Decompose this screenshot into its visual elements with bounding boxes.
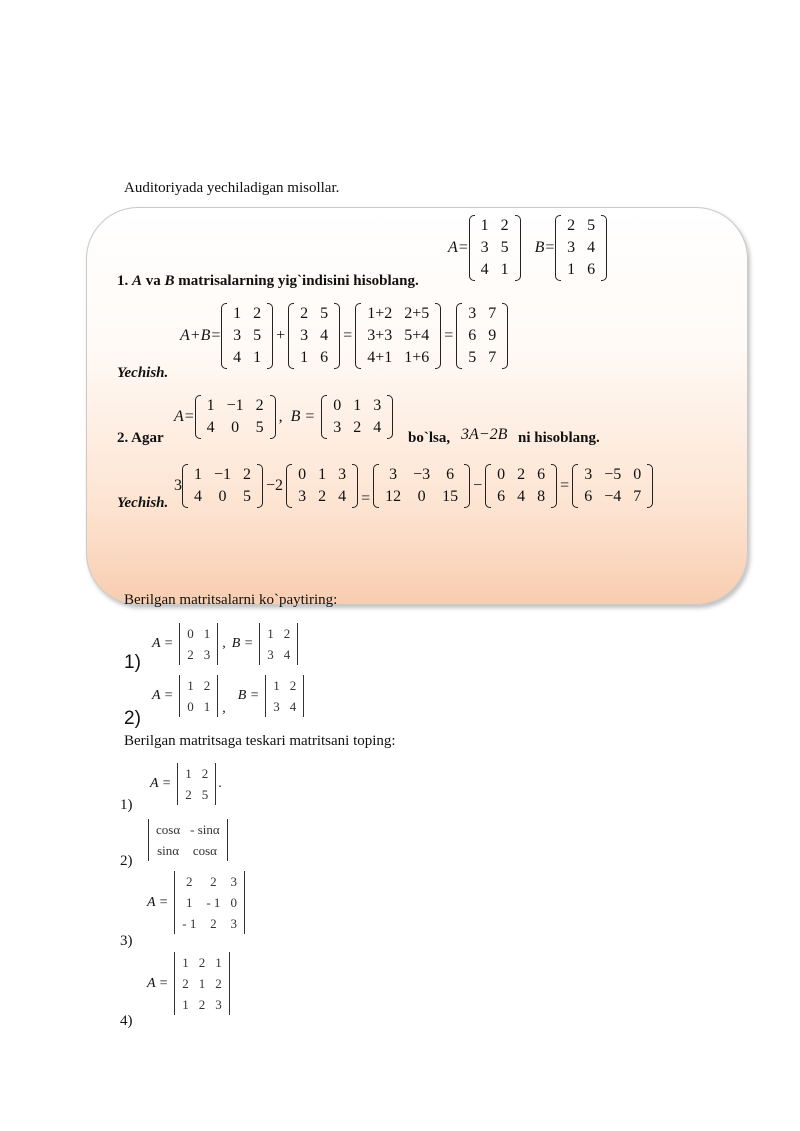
matrix-cell: 1 [186,895,193,910]
matrix-cell: cosα [156,822,181,837]
right-bracket [244,871,245,934]
matrix-cell: 3 [203,647,211,662]
matrix-cell: 4 [289,699,297,714]
left-bracket [179,675,180,717]
equals-sign: = [343,327,353,344]
matrix-cell: 4 [517,488,526,505]
matrix-cell: 3 [389,466,398,483]
matrix-cell: 7 [488,305,497,322]
matrix-row [177,871,242,892]
matrix-cell: 0 [187,699,194,714]
matrix-cell: 3 [373,397,382,414]
matrix-cell: 1 [267,626,274,641]
matrix-cell: 2 [185,787,192,802]
matrix-cell: 1 [198,976,206,991]
matrix-cell: 0 [333,397,342,414]
matrix-row [462,325,502,347]
matrix-cell: 5+4 [404,327,430,344]
matrix-row [182,644,215,665]
left-bracket [177,763,178,805]
matrix-cell: 3 [298,488,307,505]
problem-2-given-matrices [174,395,393,439]
matrix-grid [262,623,295,665]
left-bracket [174,952,175,1015]
matrix-cell: 4 [320,327,329,344]
matrix-row [177,913,242,934]
matrix-cell: 3 [267,647,274,662]
matrix-row [188,464,257,486]
sum-term-b [288,303,340,369]
matrix-grid [462,303,502,369]
right-bracket [334,303,340,369]
matrix-cell: 2 [215,976,222,991]
matrix-cell: 1 [353,397,362,414]
matrix-grid [491,464,551,508]
matrix-cell: 3 [338,466,347,483]
right-bracket [464,464,470,508]
matrix-cell: 5 [468,349,477,366]
matrix-row [292,486,352,508]
sum-result [456,303,508,369]
matrix-cell: 5 [255,419,264,436]
matrix-a [172,952,232,1015]
left-bracket [259,623,260,665]
matrix-cell: 3 [273,699,280,714]
matrix-cell: 1 [182,955,189,970]
matrix-cell: 3 [333,419,342,436]
matrix-cell: 5 [587,217,596,234]
matrix-cell: 3 [215,997,222,1012]
comma: , [222,636,226,651]
matrix-grid [268,675,301,717]
right-bracket [229,952,230,1015]
matrix-cell: 3 [300,327,309,344]
matrix-cell: 2 [255,397,264,414]
solution-1-label: Yechish. [117,365,169,381]
trailing-dot: . [218,776,222,791]
matrix-cell: 2 [353,419,362,436]
matrix-cell: 5 [201,787,209,802]
matrix-b-label: B= [534,239,556,256]
matrix-row [227,347,267,369]
matrix-row [292,464,352,486]
matrix-row [182,623,215,644]
problem-2-suffix: ni hisoblang. [518,430,600,446]
matrix-cell: 1 [233,305,242,322]
coefficient-minus-2: −2 [266,477,284,494]
matrix-cell: 0 [298,466,307,483]
two-b-matrix [485,464,557,508]
matrix-row [462,303,502,325]
matrix-cell: 1 [215,955,222,970]
right-bracket [551,464,557,508]
matrix-a [177,623,220,665]
matrix-cell: 5 [320,305,329,322]
inverse-item-2-number: 2) [120,853,133,869]
matrix-a-label: A = [152,688,174,703]
matrix-b [555,215,607,281]
matrix-cell: 0 [218,488,227,505]
matrix-row [294,347,334,369]
matrix-a-letter: A [132,273,143,289]
matrix-cell: 2 [198,955,206,970]
matrix-cell: sinα [157,843,180,858]
matrix-cell: 3 [480,239,489,256]
matrix-cell: 1 [318,466,327,483]
matrix-row [201,417,270,439]
matrix-cell: 2 [182,976,189,991]
matrix-row [151,819,225,840]
right-bracket [515,215,521,281]
matrix-cell: 1 [182,997,189,1012]
inverse-item-4 [147,952,232,1015]
comma: , [278,408,283,425]
matrix-cell: 1 [194,466,202,483]
matrix-row [201,395,270,417]
matrix-cell: 15 [442,488,459,505]
matrix-cell: 2 [201,766,209,781]
matrix-row [491,464,551,486]
matrix-cell: 1+2 [367,305,393,322]
right-bracket [267,303,273,369]
matrix-cell: - 1 [182,916,197,931]
left-bracket [174,871,175,934]
matrix-cell: 5 [253,327,262,344]
matrix-row [151,840,225,861]
matrix-cell: 4 [480,261,489,278]
right-bracket [217,623,218,665]
matrix-a [172,871,247,934]
matrix-cell: 1 [480,217,489,234]
result-matrix [572,464,653,508]
left-bracket [265,675,266,717]
matrix-cell: 4 [587,239,596,256]
right-bracket [297,623,298,665]
matrix-row [294,325,334,347]
multiply-item-1-number: 1) [124,652,141,673]
matrix-cell: 4 [233,349,242,366]
matrix-cell: 2 [210,916,217,931]
matrix-cell: 2 [243,466,252,483]
solution-2-label: Yechish. [117,495,169,511]
matrix-cell: 9 [488,327,497,344]
matrix-grid [177,952,227,1015]
solution-1-expression [180,303,508,369]
matrix-row [182,696,215,717]
matrix-cell: 6 [584,488,593,505]
matrix-grid [361,303,435,369]
matrix-cell: 5 [500,239,509,256]
matrix-cell: 2 [500,217,509,234]
matrix-cell: 2 [198,997,206,1012]
matrix-cell: −3 [413,466,431,483]
problem-1-text-middle: va [145,273,161,289]
inverse-item-4-number: 4) [120,1013,133,1029]
matrix-row [262,623,295,644]
matrix-cell: 3 [468,305,477,322]
matrix-cell: −1 [226,397,244,414]
equals-sign: = [361,490,371,507]
matrix-cell: cosα [192,843,217,858]
matrix-row [561,237,601,259]
matrix-cell: 1 [187,678,194,693]
matrix-row [561,215,601,237]
problem-1-number: 1. [117,273,129,289]
matrix-cell: 1+6 [404,349,430,366]
matrix-cell: 4 [194,488,202,505]
matrix-cell: 0 [417,488,426,505]
rotation-matrix [146,819,230,861]
problem-2-middle-text: bo`lsa, [408,430,451,446]
matrix-row [578,486,647,508]
inverse-section-title: Berilgan matritsaga teskari matritsani toping: [124,733,396,749]
matrix-cell: 2 [186,874,193,889]
inverse-item-2 [146,819,230,861]
right-bracket [257,464,263,508]
matrix-row [491,486,551,508]
matrix-row [177,952,227,973]
matrix-row [268,675,301,696]
matrix-a-label: A= [448,239,469,256]
matrix-cell: 1 [567,261,576,278]
inverse-item-1 [150,763,222,805]
multiply-item-1 [152,623,300,665]
matrix-grid [227,303,267,369]
matrix-cell: 3 [233,327,242,344]
right-bracket [227,819,228,861]
right-bracket [352,464,358,508]
matrix-row [475,237,515,259]
matrix-cell: 1 [253,349,262,366]
matrix-cell: 1 [206,397,215,414]
matrix-grid [327,395,387,439]
matrix-cell: 1 [500,261,509,278]
matrix-cell: 3 [230,916,237,931]
matrix-cell: 4 [373,419,382,436]
multiply-item-2 [152,675,306,717]
matrix-row [188,486,257,508]
left-bracket [148,819,149,861]
matrix-row [361,325,435,347]
equals-sign: = [560,477,570,494]
matrix-cell: 2 [517,466,526,483]
matrix-grid [294,303,334,369]
matrix-grid [180,763,213,805]
matrix-row [578,464,647,486]
matrix-a-label: A = [147,975,169,991]
matrix-grid [188,464,257,508]
matrix-cell: 2 [300,305,309,322]
minus-sign: − [473,477,483,494]
matrix-row [361,303,435,325]
matrix-row [379,464,464,486]
matrix-cell: 2+5 [404,305,430,322]
matrix-b-label: B = [231,636,254,651]
inverse-item-3 [147,871,247,934]
matrix-a [175,763,218,805]
matrix-cell: 5 [243,488,252,505]
left-bracket [179,623,180,665]
matrix-cell: 2 [318,488,327,505]
matrix-cell: 3 [567,239,576,256]
matrix-a-label: A = [150,776,172,791]
matrix-cell: 1 [203,699,211,714]
matrix-b [263,675,306,717]
matrix-row [379,486,464,508]
matrix-cell: 6 [320,349,329,366]
matrix-cell: 4 [206,419,215,436]
matrix-a-label: A= [174,408,195,425]
matrix-row [361,347,435,369]
matrix-cell: 0 [231,419,240,436]
section-heading: Auditoriyada yechiladigan misollar. [124,180,340,196]
problem-1-given-matrices [448,215,607,281]
matrix-a [195,395,276,439]
matrix-row [227,303,267,325]
matrix-b-label: B = [237,688,260,703]
matrix-grid [561,215,601,281]
matrix-cell: 7 [633,488,642,505]
matrix-cell: 0 [230,895,237,910]
matrix-row [227,325,267,347]
matrix-row [327,417,387,439]
right-bracket [387,395,393,439]
matrix-cell: 0 [633,466,642,483]
matrix-b [321,395,393,439]
matrix-cell: 6 [468,327,477,344]
matrix-row [180,784,213,805]
matrix-cell: 6 [537,466,546,483]
matrix-cell: −1 [214,466,232,483]
matrix-grid [182,623,215,665]
equals-sign: = [444,327,454,344]
matrix-grid [201,395,270,439]
matrix-cell: 2 [253,305,262,322]
matrix-a-label: A = [147,894,169,910]
matrix-cell: 4+1 [367,349,393,366]
three-a-matrix [373,464,470,508]
matrix-b [257,623,300,665]
matrix-a [469,215,521,281]
inverse-item-3-number: 3) [120,933,133,949]
matrix-row [177,994,227,1015]
right-bracket [215,763,216,805]
right-bracket [435,303,441,369]
matrix-cell: 2 [283,626,291,641]
matrix-cell: 2 [289,678,297,693]
matrix-cell: 8 [537,488,546,505]
matrix-cell: 2 [187,647,194,662]
matrix-cell: 2 [567,217,576,234]
right-bracket [601,215,607,281]
matrix-cell: 2 [210,874,217,889]
right-bracket [217,675,218,717]
matrix-grid [177,871,242,934]
matrix-b-label: B = [290,408,316,425]
coefficient-3: 3 [174,477,182,494]
matrix-row [177,892,242,913]
matrix-grid [182,675,215,717]
matrix-row [475,215,515,237]
matrix-cell: 0 [187,626,194,641]
comma: , [222,701,226,716]
sum-label: A+B= [180,327,222,344]
right-bracket [502,303,508,369]
matrix-cell: 3 [584,466,593,483]
matrix-cell: - 1 [206,895,221,910]
matrix-cell: 4 [283,647,291,662]
matrix-cell: 6 [497,488,506,505]
matrix-cell: 7 [488,349,497,366]
inverse-item-1-number: 1) [120,797,133,813]
matrix-cell: −4 [604,488,622,505]
matrix-row [462,347,502,369]
matrix-grid [151,819,225,861]
matrix-cell: 1 [300,349,309,366]
matrix-a-term [182,464,263,508]
matrix-row [177,973,227,994]
matrix-b-term [286,464,358,508]
matrix-cell: 0 [497,466,506,483]
matrix-row [475,259,515,281]
matrix-row [561,259,601,281]
sum-term-a [221,303,273,369]
sum-elementwise [355,303,441,369]
problem-1-text: matrisalarning yig`indisini hisoblang. [178,273,419,289]
matrix-a-label: A = [152,636,174,651]
right-bracket [270,395,276,439]
right-bracket [303,675,304,717]
multiply-item-2-number: 2) [124,708,141,729]
matrix-cell: 4 [338,488,347,505]
matrix-cell: 3+3 [367,327,393,344]
matrix-row [182,675,215,696]
matrix-grid [475,215,515,281]
matrix-cell: 6 [587,261,596,278]
matrix-cell: 1 [185,766,192,781]
matrix-row [180,763,213,784]
matrix-cell: −5 [604,466,622,483]
matrix-cell: 1 [273,678,280,693]
matrix-row [262,644,295,665]
right-bracket [647,464,653,508]
matrix-cell: 2 [203,678,211,693]
problem-2-expression: 3A−2B [461,426,508,443]
matrix-cell: 1 [203,626,211,641]
problem-1-statement [117,273,419,290]
matrix-grid [379,464,464,508]
matrix-a [177,675,220,717]
matrix-row [294,303,334,325]
problem-2-prefix: 2. Agar [117,430,164,446]
matrix-row [268,696,301,717]
matrix-cell: 3 [230,874,237,889]
matrix-cell: - sinα [190,822,220,837]
plus-sign: + [276,327,286,344]
multiply-section-title: Berilgan matritsalarni ko`paytiring: [124,592,338,608]
matrix-row [327,395,387,417]
solution-2-expression [174,464,653,508]
matrix-grid [292,464,352,508]
matrix-cell: 6 [446,466,455,483]
matrix-grid [578,464,647,508]
matrix-cell: 12 [385,488,402,505]
matrix-b-letter: B [164,273,175,289]
